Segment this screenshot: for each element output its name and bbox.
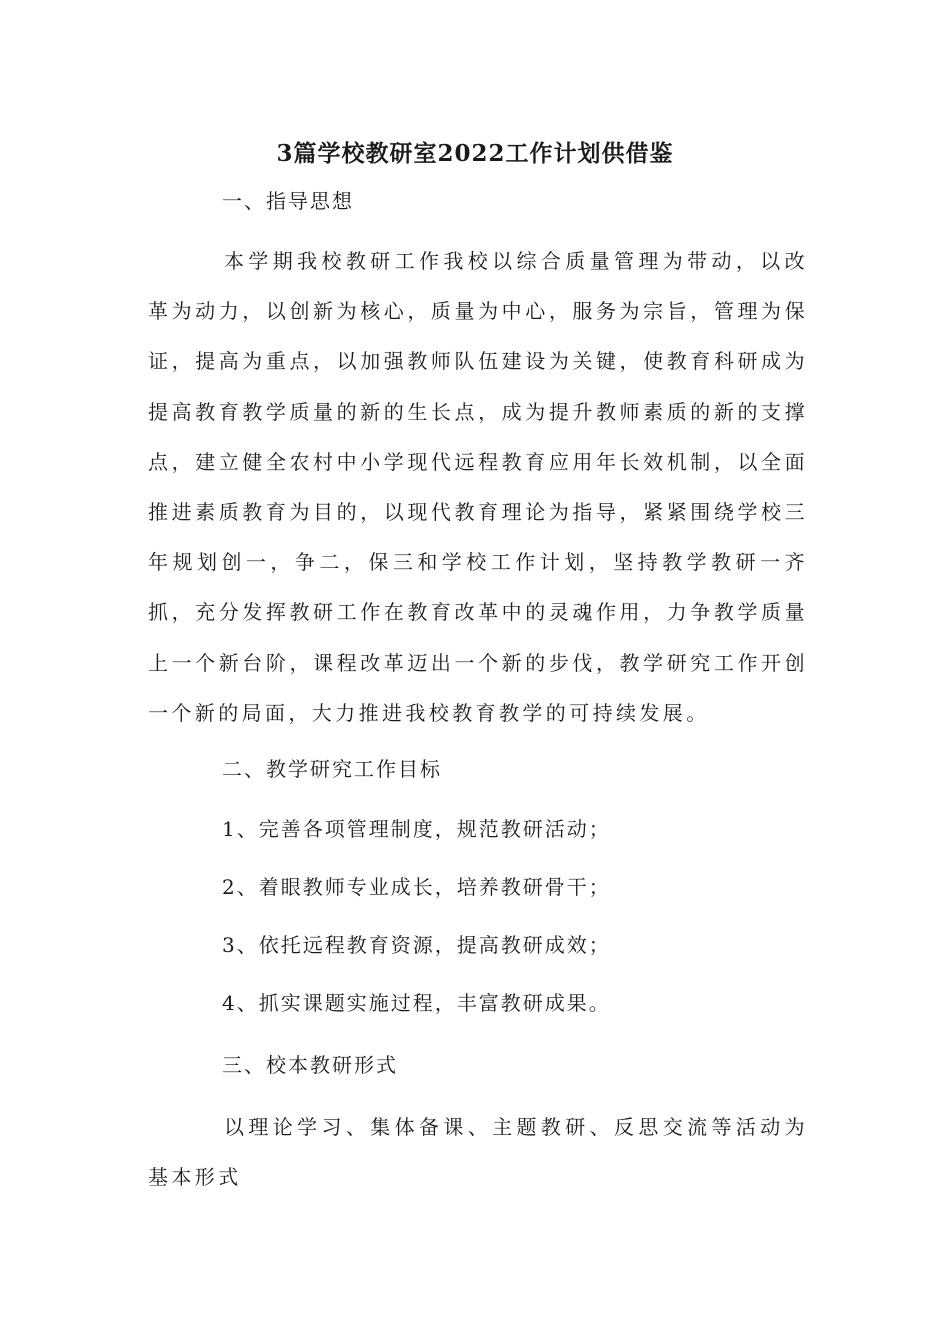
section-heading-research-form: 三、校本教研形式 [222, 1053, 398, 1077]
goal-item-3: 3、依托远程教育资源，提高教研成效； [222, 933, 611, 957]
goal-item-2: 2、着眼教师专业成长，培养教研骨干； [222, 875, 611, 899]
section-heading-research-goals: 二、教学研究工作目标 [222, 757, 442, 781]
paragraph-research-form: 以理论学习、集体备课、主题教研、反思交流等活动为基本形式 [148, 1115, 808, 1190]
paragraph-guiding-thought: 本学期我校教研工作我校以综合质量管理为带动，以改革为动力，以创新为核心，质量为中心，服务为宗旨，管理为保证，提高为重点，以加强教师队伍建设为关键，使教育科研成为提高教育教学质量的新的生长点，成为提升教师素质的新的支撑点，建立健全农村中小学现代远程教育应用年长效机制，以全面推进素质教育为目的，以现代教育理论为指导，紧紧围绕学校三年规划创一，争二，保三和学校工作计划，坚持教学教研一齐抓，充分发挥教研工作在教育改革中的灵魂作用，力争教学质量上一个新台阶，课程改革迈出一个新的步伐，教学研究工作开创一个新的局面，大力推进我校教育教学的可持续发展。 [148, 249, 808, 725]
goal-item-4: 4、抓实课题实施过程，丰富教研成果。 [222, 991, 611, 1015]
section-heading-guiding-thought: 一、指导思想 [222, 189, 354, 213]
goal-item-1: 1、完善各项管理制度，规范教研活动； [222, 817, 611, 841]
document-title: 3篇学校教研室2022工作计划供借鉴 [276, 140, 674, 167]
